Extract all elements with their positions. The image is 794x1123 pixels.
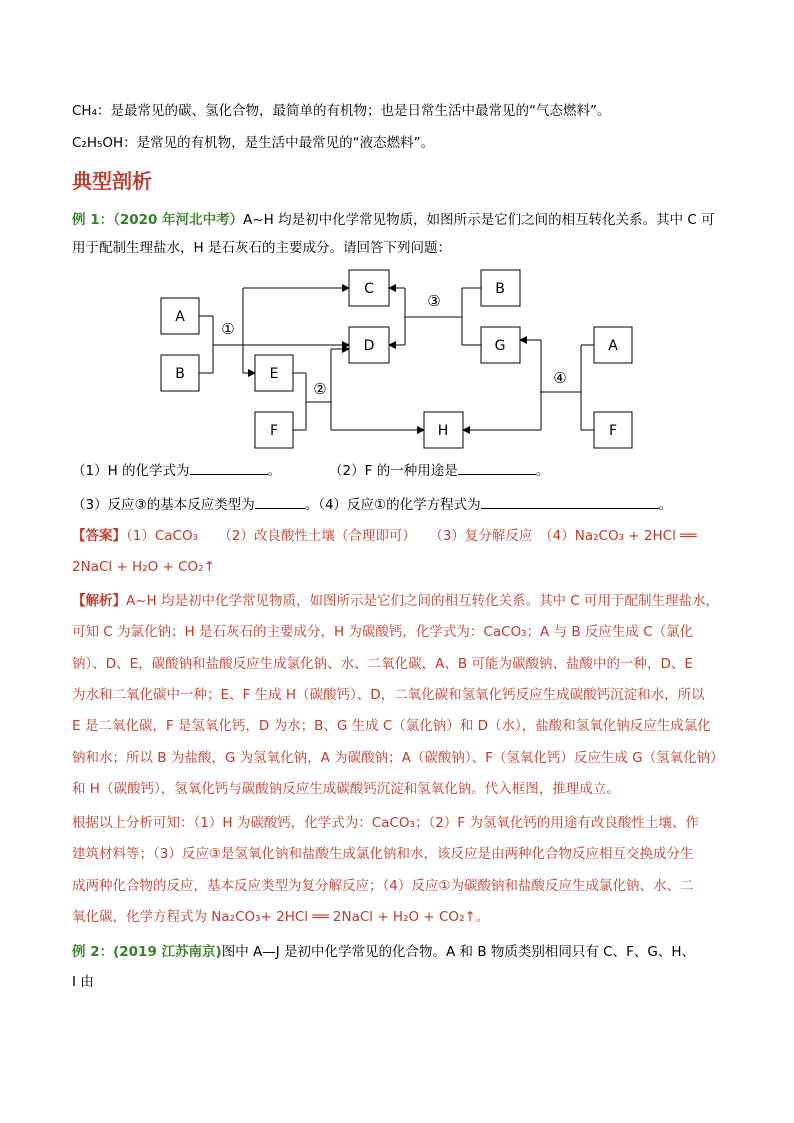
box-f-right-label: F (608, 423, 618, 439)
q4-end: 。 (658, 497, 673, 513)
analysis-label: 【解析】 (72, 593, 126, 609)
reaction-4-label: ④ (553, 369, 567, 387)
q2-text: （2）F 的一种用途是 (329, 463, 458, 479)
answer-label: 【答案】 (72, 528, 126, 544)
intro-ch4: CH₄：是最常见的碳、氢化合物，最简单的有机物；也是日常生活中最常见的“气态燃料”。 (72, 103, 611, 119)
reaction-3-label: ③ (427, 292, 441, 310)
analysis-text-1: A~H 均是初中化学常见物质，如图所示是它们之间的相互转化关系。其中 C 可用于配制生理盐水， (126, 593, 719, 609)
q1-end: 。 (267, 463, 282, 479)
analysis-line-1 (72, 591, 719, 611)
analysis-line-2: 可知 C 为氯化钠；H 是石灰石的主要成分，H 为碳酸钙，化学式为：CaCO₃；A 与 B 反应生成 C（氯化 (72, 624, 694, 640)
box-a-left-label: A (175, 309, 185, 325)
question-3-4 (72, 494, 672, 515)
analysis-line-6: 钠和水；所以 B 为盐酸，G 为氢氧化钠，A 为碳酸钠；A（碳酸钠）、F（氢氧化钙）反应生成 G（氢氧化钠） (72, 750, 724, 766)
box-d-label: D (363, 338, 375, 354)
question-1-2 (72, 460, 549, 481)
box-e-label: E (269, 366, 279, 382)
example1-intro-line2: 用于配制生理盐水，H 是石灰石的主要成分。请回答下列问题： (72, 240, 451, 256)
answer-text-1: （1）CaCO₃ （2）改良酸性土壤（合理即可） （3）复分解反应 （4）Na₂CO₃ + 2HCl ══ (126, 528, 697, 544)
q2-blank[interactable] (458, 460, 536, 475)
example2-label: 例 2：(2019 江苏南京) (72, 944, 222, 960)
box-h-label: H (437, 423, 449, 439)
answer-line-1 (72, 526, 696, 546)
analysis-line-11: 氧化碳，化学方程式为 Na₂CO₃+ 2HCl ══ 2NaCl + H₂O + CO₂↑。 (72, 909, 490, 925)
analysis-line-4: 为水和二氧化碳中一种；E、F 生成 H（碳酸钙）、D，二氧化碳和氢氧化钙反应生成碳酸钙沉淀和水，所以 (72, 687, 705, 703)
q3-end: 。 (304, 497, 319, 513)
example2-line-1 (72, 942, 695, 962)
q1-blank[interactable] (190, 460, 268, 475)
analysis-line-9: 建筑材料等；（3）反应③是氢氧化钠和盐酸生成氯化钠和水，该反应是由两种化合物反应相互交换成分生 (72, 846, 694, 862)
box-g-label: G (494, 338, 506, 354)
reaction-1-label: ① (221, 320, 235, 338)
section-title: 典型剖析 (72, 169, 152, 193)
reaction-2-label: ② (313, 380, 327, 398)
q3-text: （3）反应③的基本反应类型为 (72, 497, 255, 513)
box-f-left-label: F (269, 423, 279, 439)
analysis-line-8: 根据以上分析可知：（1）H 为碳酸钙，化学式为：CaCO₃；（2）F 为氢氧化钙的用途有改良酸性土壤、作 (72, 815, 699, 831)
q2-end: 。 (535, 463, 550, 479)
reaction-diagram (0, 0, 794, 460)
box-b-right-label: B (495, 281, 505, 297)
analysis-line-7: 和 H（碳酸钙），氢氧化钙与碳酸钠反应生成碳酸钙沉淀和氢氧化钠。代入框图，推理成立。 (72, 781, 620, 797)
intro-c2h5oh: C₂H₅OH：是常见的有机物，是生活中最常见的“液态燃料”。 (72, 135, 435, 151)
example2-line-2: I 由 (72, 974, 94, 990)
q4-blank[interactable] (481, 494, 659, 509)
answer-line-2: 2NaCl + H₂O + CO₂↑ (72, 559, 215, 575)
example2-text-1: 图中 A—J 是初中化学常见的化合物。A 和 B 物质类别相同只有 C、F、G、H、 (221, 944, 695, 960)
analysis-line-3: 钠）、D、E，碳酸钠和盐酸反应生成氯化钠、水、二氧化碳，A、B 可能为碳酸钠、盐酸中的一种，D、E (72, 656, 693, 672)
analysis-line-10: 成两种化合物的反应，基本反应类型为复分解反应；（4）反应①为碳酸钠和盐酸反应生成氯化钠、水、二 (72, 878, 694, 894)
box-a-right-label: A (608, 338, 618, 354)
example1-text1: A~H 均是初中化学常见物质，如图所示是它们之间的相互转化关系。其中 C 可 (243, 212, 715, 228)
box-b-left-label: B (175, 366, 185, 382)
analysis-line-5: E 是二氧化碳，F 是氢氧化钙，D 为水；B、G 生成 C（氯化钠）和 D（水），盐酸和氢氧化钠反应生成氯化 (72, 718, 711, 734)
q4-text: （4）反应①的化学方程式为 (318, 497, 481, 513)
box-c-label: C (364, 281, 374, 297)
example1-label: 例 1：（2020 年河北中考） (72, 212, 244, 228)
q3-blank[interactable] (255, 494, 305, 509)
q1-text: （1）H 的化学式为 (72, 463, 190, 479)
